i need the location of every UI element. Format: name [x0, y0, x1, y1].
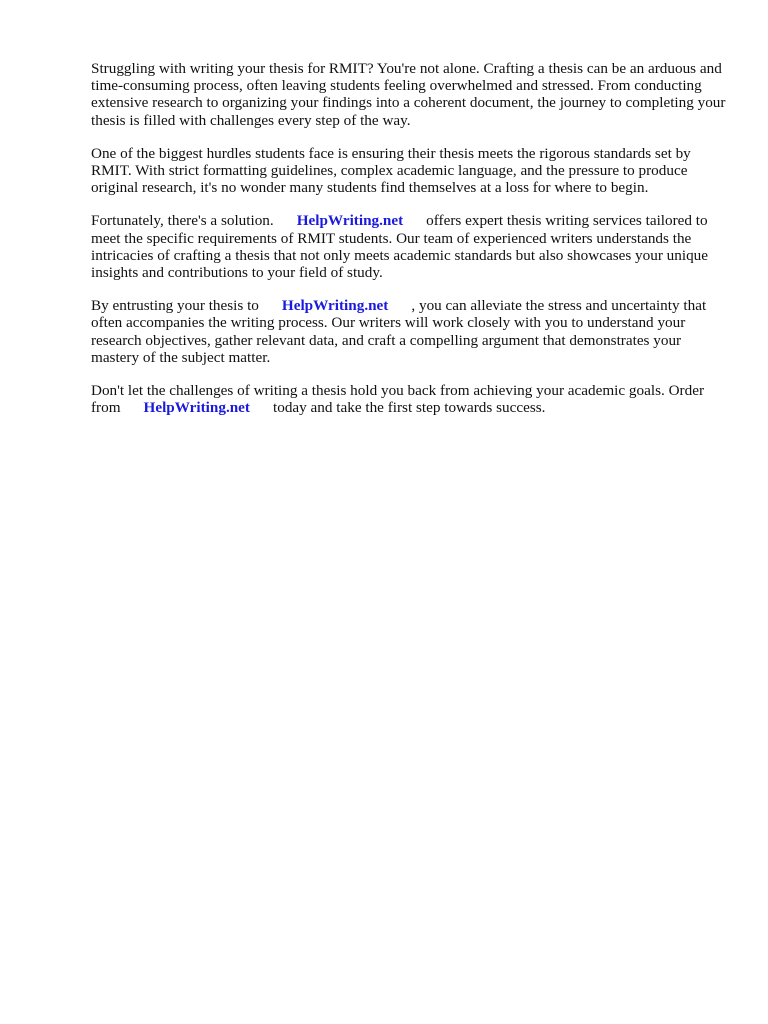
paragraph-hurdles [91, 145, 731, 197]
paragraph-entrusting-text-before: By entrusting your thesis to [91, 297, 259, 315]
helpwriting-link-1[interactable]: HelpWriting.net [296, 212, 404, 230]
helpwriting-link-3[interactable]: HelpWriting.net [143, 399, 250, 417]
paragraph-closing [91, 382, 731, 416]
paragraph-closing-text-before: Don't let the challenges of writing a thesis hold you back from achieving your academic goals. Order from [91, 382, 705, 417]
document-page [91, 60, 731, 432]
helpwriting-link-2[interactable]: HelpWriting.net [281, 297, 389, 315]
paragraph-intro [91, 60, 731, 129]
paragraph-solution-text-before: Fortunately, there's a solution. [91, 212, 274, 230]
paragraph-closing-text-after: today and take the first step towards success. [273, 399, 546, 417]
paragraph-intro-text: Struggling with writing your thesis for RMIT? You're not alone. Crafting a thesis can be an arduous and time-consuming process, often leaving students feeling overwhelmed and stressed. From conducting extensive research to organizing your findings into a coherent document, the journey to completing your thesis is filled with challenges every step of the way. [91, 60, 726, 129]
paragraph-solution-text-after: offers expert thesis writing services tailored to meet the specific requirements of RMIT students. Our team of experienced writers understands the intricacies of crafting a thesis that not only meets academic standards but also showcases your unique insights and contributions to your field of study. [91, 212, 709, 282]
paragraph-entrusting-text-after: , you can alleviate the stress and uncertainty that often accompanies the writing process. Our writers will work closely with you to understand your research objectives, gather relevant data, and craft a compelling argument that demonstrates your mastery of the subject matter. [91, 297, 707, 366]
paragraph-hurdles-text: One of the biggest hurdles students face is ensuring their thesis meets the rigorous standards set by RMIT. With strict formatting guidelines, complex academic language, and the pressure to produce original research, it's no wonder many students find themselves at a loss for where to begin. [91, 144, 691, 197]
paragraph-entrusting [91, 297, 731, 366]
paragraph-solution [91, 212, 731, 281]
